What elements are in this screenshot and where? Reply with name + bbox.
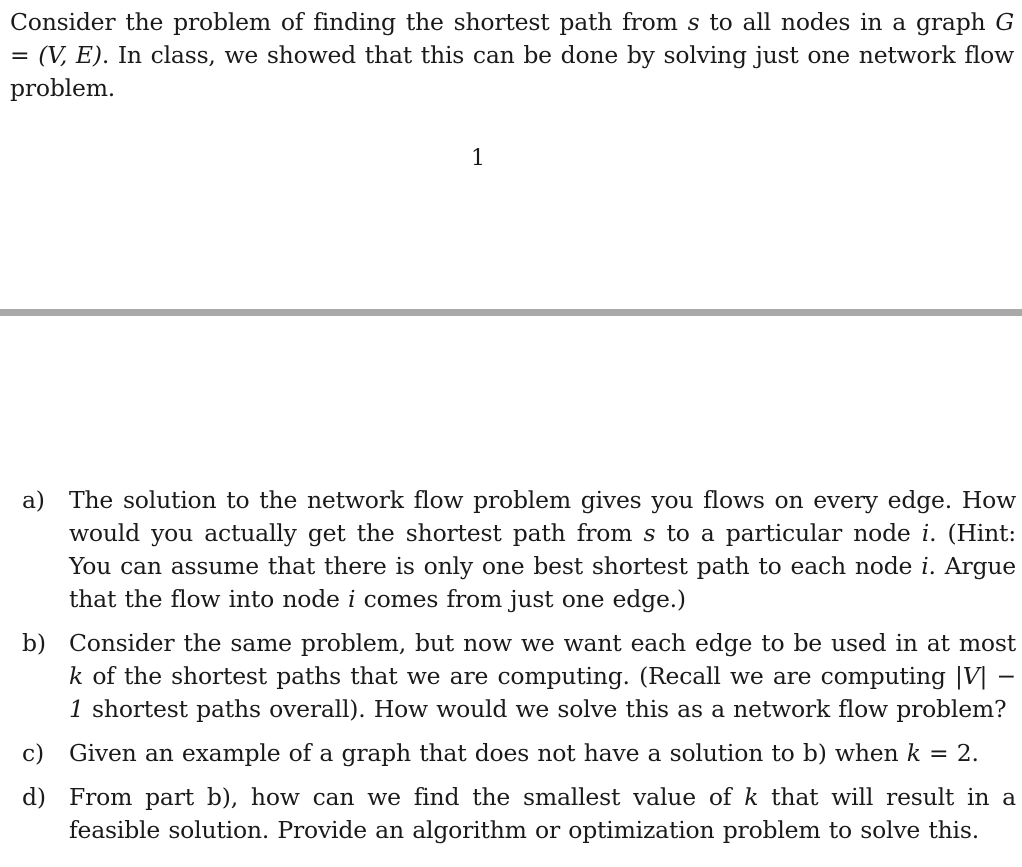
- page-divider: [0, 309, 1022, 316]
- question-a: a) The solution to the network flow problem gives you flows on every edge. How would you actually get the shortest path from s to a particular node i. (Hint: You can assume that there is only one best shortest path to each node i. Argue that the flow into node i comes from just one edge.): [22, 486, 1017, 613]
- var-i: i: [921, 519, 930, 547]
- question-d: d) From part b), how can we find the smallest value of k that will result in a feasible solution. Provide an algorithm or optimization problem to solve this.: [22, 783, 1016, 844]
- intro-text-1: Consider the problem of finding the shortest path from: [10, 8, 688, 36]
- item-marker-a: a): [22, 486, 45, 514]
- intro-text-3: . In class, we showed that this can be done by solving just one network flow problem.: [10, 41, 1015, 102]
- var-i: i: [348, 585, 356, 613]
- question-c: c) Given an example of a graph that does not have a solution to b) when k = 2.: [22, 737, 1016, 770]
- item-marker-d: d): [22, 783, 46, 811]
- graph-expression: G = (V, E): [10, 8, 1014, 69]
- vertex-count-expression: |V| − 1: [69, 662, 1016, 723]
- question-list: [22, 484, 1016, 858]
- item-marker-b: b): [22, 629, 46, 657]
- intro-paragraph: [10, 6, 1014, 105]
- var-k: k: [744, 783, 759, 811]
- var-s: s: [643, 519, 656, 547]
- question-b: b) Consider the same problem, but now we want each edge to be used in at most k of the shortest paths that we are computing. (Recall we are computing |V| − 1 shortest paths overall). How would we solve this as a network flow problem?: [22, 629, 1016, 723]
- var-i: i: [921, 552, 929, 580]
- var-k: k: [906, 739, 921, 767]
- var-s: s: [687, 8, 700, 36]
- var-k: k: [69, 662, 84, 690]
- intro-text-2: to all nodes in a graph: [699, 8, 996, 36]
- page-number: 1: [471, 146, 485, 171]
- item-marker-c: c): [22, 739, 44, 767]
